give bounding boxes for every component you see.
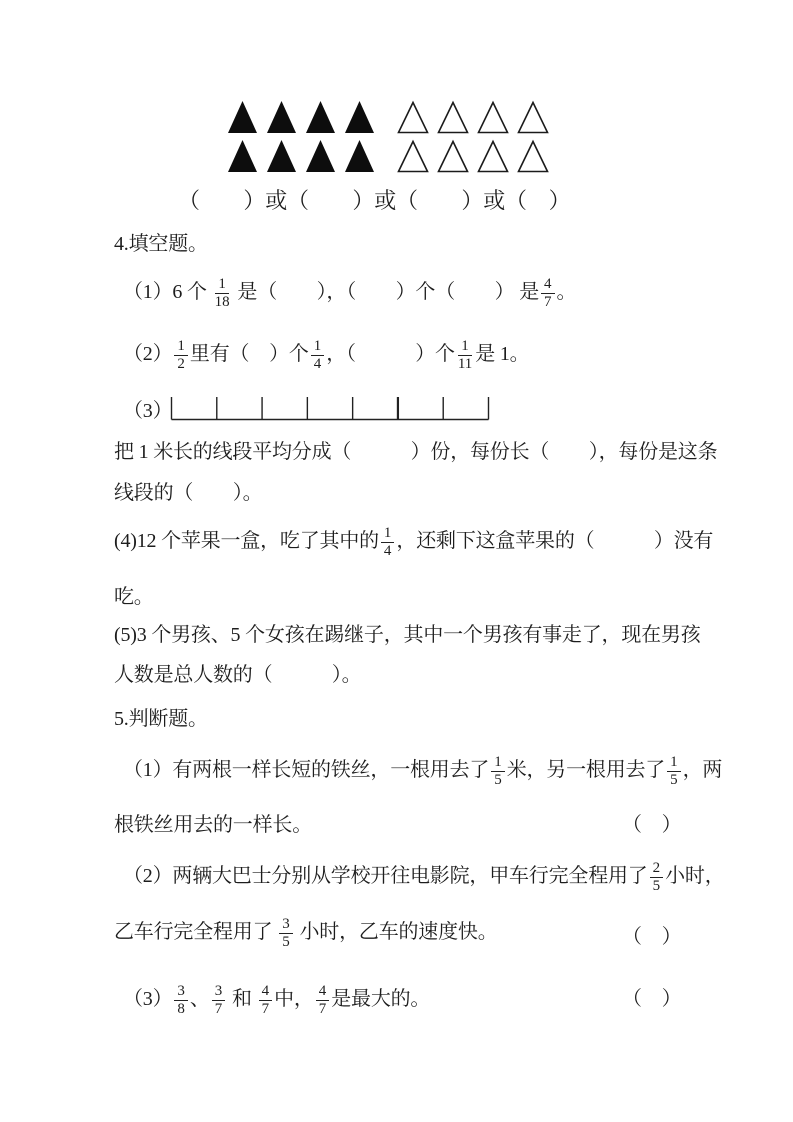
triangle-row [397,100,549,134]
outline-triangle-group [397,100,549,173]
text-run: （1）6 个 [123,281,212,303]
fraction: $\frac{1}{2}$ [174,338,188,374]
judge-item-1-line1 [123,745,722,795]
fraction: $\frac{1}{5}$ [491,754,505,790]
filled-triangle-icon [305,100,336,134]
outline-triangle-icon [477,139,509,173]
fill-item-3-line1: 把 1 米长的线段平均分成（ ）份，每份长（ ），每份是这条 [114,441,718,463]
fill-item-2 [123,329,529,379]
text-run: （1）有两根一样长短的铁丝，一根用去了 [123,759,490,781]
text-run: （3） [123,988,173,1010]
text-run: 是最大的。 [331,988,431,1010]
filled-triangle-icon [266,139,297,173]
triangle-row [227,139,375,173]
text-run: 。 [556,281,577,303]
outline-triangle-icon [517,100,549,134]
judge-answer-blank-3: （ ） [622,988,682,1010]
text-run: 里有（ ）个 [189,343,309,365]
fraction: $\frac{2}{5}$ [650,860,664,896]
section-4-title: 4.填空题。 [114,233,208,255]
judge-item-2-line2 [114,907,498,957]
judge-item-2-line1 [123,851,725,901]
filled-triangle-icon [305,139,336,173]
triangle-figure [227,100,549,173]
number-line [170,394,490,426]
filled-triangle-icon [227,100,258,134]
text-run: 米，另一根用去了 [506,759,666,781]
outline-triangle-icon [517,139,549,173]
fraction: $\frac{1}{5}$ [667,754,681,790]
judge-item-3-line1 [123,974,430,1024]
filled-triangle-icon [344,139,375,173]
text-run: 乙车行完全程用了 [114,921,278,943]
fraction: $\frac{1}{4}$ [311,338,325,374]
fill-item-1 [123,267,576,317]
outline-triangle-icon [397,139,429,173]
fraction: $\frac{3}{7}$ [212,983,226,1019]
text-run: （2）两辆大巴士分别从学校开往电影院，甲车行完全程用了 [123,865,648,887]
fraction: $\frac{4}{7}$ [541,276,555,312]
fill-item-4-line2: 吃。 [114,586,154,608]
fraction: $\frac{4}{7}$ [259,983,273,1019]
triangle-row [227,100,375,134]
fill-item-5-line2: 人数是总人数的（ ）。 [114,664,362,686]
fraction: $\frac{1}{11}$ [457,337,473,372]
text-run: ，两 [682,759,723,781]
triangle-row [397,139,549,173]
fraction: $\frac{3}{8}$ [174,983,188,1019]
fraction: $\frac{1}{4}$ [381,525,395,561]
text-run: 是 1。 [475,343,530,365]
judge-answer-blank-1: （ ） [622,814,682,836]
fraction: $\frac{4}{7}$ [316,983,330,1019]
text-run: 是（ ），（ ）个（ ） 是 [232,281,540,303]
text-run: 小时， [665,865,725,887]
text-run: 中， [274,988,314,1010]
filled-triangle-icon [266,100,297,134]
judge-item-1-line2: 根铁丝用去的一样长。 [114,814,312,836]
outline-triangle-icon [437,100,469,134]
text-run: （2） [123,343,173,365]
section-5-title: 5.判断题。 [114,708,208,730]
judge-answer-blank-2: （ ） [622,926,682,948]
text-run: 和 [227,988,257,1010]
text-run: ，（ ）个 [326,343,455,365]
text-run: (4)12 个苹果一盒，吃了其中的 [114,530,379,552]
fraction: $\frac{3}{5}$ [279,916,293,952]
fill-item-3-label: （3） [123,400,173,422]
text-run: 小时，乙车的速度快。 [294,921,498,943]
triangle-answer-options: （ ）或（ ）或（ ）或（ ） [178,188,571,213]
outline-triangle-icon [437,139,469,173]
fill-item-4-line1 [114,516,713,566]
fill-item-5-line1: (5)3 个男孩、5 个女孩在踢继子，其中一个男孩有事走了，现在男孩 [114,624,701,646]
filled-triangle-icon [227,139,258,173]
fill-item-3-line2: 线段的（ ）。 [114,482,263,504]
outline-triangle-icon [477,100,509,134]
text-run: ，还剩下这盒苹果的（ ）没有 [396,530,714,552]
filled-triangle-icon [344,100,375,134]
filled-triangle-group [227,100,375,173]
fraction: $\frac{1}{18}$ [214,275,230,310]
text-run: 、 [189,988,210,1010]
outline-triangle-icon [397,100,429,134]
